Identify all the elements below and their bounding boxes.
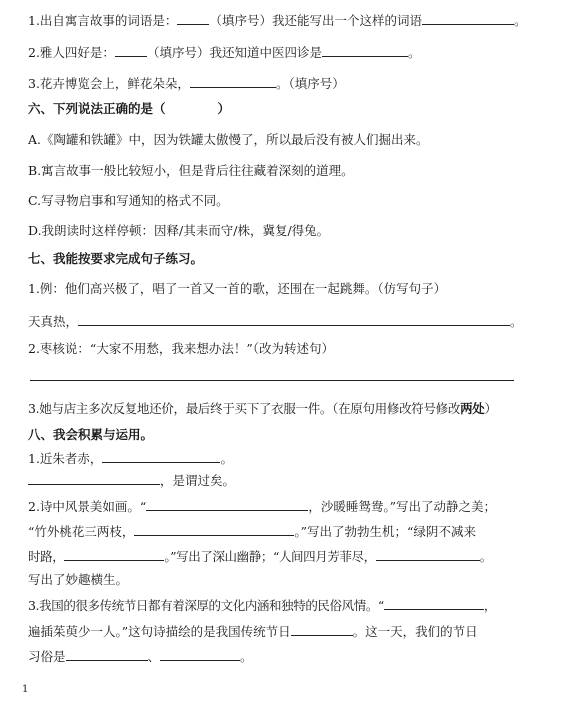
q7-item-3-emphasis: 两处 <box>460 401 485 416</box>
answer-blank[interactable] <box>291 621 353 636</box>
answer-blank[interactable] <box>28 470 160 485</box>
q5-item-1-text-b: （填序号）我还能写出一个这样的词语 <box>209 13 422 28</box>
q8-item-1-text-c: ，是谓过矣。 <box>160 473 236 488</box>
q5-item-1-text-c: 。 <box>513 13 527 28</box>
q8-item-2-text-b: ，沙暖睡鸳鸯。”写出了动静之美； <box>308 499 496 514</box>
q8-item-1-text-a: 1.近朱者赤， <box>28 451 103 466</box>
q8-item-3-line-1 <box>28 595 496 615</box>
answer-blank[interactable] <box>376 546 480 561</box>
q5-item-2-text-b: （填序号）我还知道中医四诊是 <box>146 45 322 60</box>
q7-item-1-lead: 天真热， <box>28 314 79 329</box>
q8-title: 八、我会积累与运用。 <box>28 427 154 442</box>
q7-item-3-end: ） <box>484 401 497 416</box>
q8-item-3-text-f: 、 <box>147 649 161 664</box>
q8-item-2-text-f: 。”写出了深山幽静；“人间四月芳菲尽， <box>164 549 376 564</box>
q8-item-2-text-d: 。”写出了勃勃生机；“绿阴不减来 <box>294 524 476 539</box>
q8-item-3-text-b: ， <box>483 598 497 613</box>
answer-blank[interactable] <box>134 521 294 536</box>
q8-item-3-text-a: 3.我国的很多传统节日都有着深厚的文化内涵和独特的民俗风情。“ <box>28 598 384 613</box>
q5-item-2 <box>28 42 420 62</box>
q7-item-3-text: 3.她与店主多次反复地还价，最后终于买下了衣服一件。（在原句用修改符号修改 <box>28 401 461 416</box>
q8-item-3-line-2 <box>28 621 478 641</box>
q8-item-3-text-d: 。这一天，我们的节日 <box>352 624 478 639</box>
q8-item-1-text-b: 。 <box>220 451 233 466</box>
q8-item-2-line-3 <box>28 546 492 566</box>
q8-item-3-text-g: 。 <box>240 649 253 664</box>
answer-blank[interactable] <box>64 546 164 561</box>
q6-option-c: C.写寻物启事和写通知的格式不同。 <box>28 193 229 208</box>
q8-item-2-line-1 <box>28 496 496 516</box>
answer-blank[interactable] <box>177 10 209 25</box>
q5-item-3-text-a: 3.花卉博览会上，鲜花朵朵， <box>28 76 190 91</box>
answer-blank[interactable] <box>66 646 148 661</box>
q8-item-2-text-e: 时路， <box>28 549 65 564</box>
q7-item-2-prompt: 2.枣核说：“大家不用愁，我来想办法！”（改为转述句） <box>28 341 334 356</box>
q6-option-a: A.《陶罐和铁罐》中，因为铁罐太傲慢了，所以最后没有被人们掘出来。 <box>28 132 429 147</box>
q6-option-d: D.我朗读时这样停顿：因释/其耒而守/株，冀复/得兔。 <box>28 223 330 238</box>
answer-blank[interactable] <box>422 10 514 25</box>
q6-title-end: ） <box>217 101 231 116</box>
q8-item-2-text-a: 2.诗中风景美如画。“ <box>28 499 147 514</box>
answer-blank[interactable] <box>322 42 408 57</box>
q7-item-2-answer-line[interactable] <box>30 380 514 381</box>
answer-blank[interactable] <box>115 42 147 57</box>
page-number: 1 <box>22 684 29 695</box>
answer-blank[interactable] <box>102 448 220 463</box>
q8-item-2-text-c: “竹外桃花三两枝， <box>28 524 135 539</box>
q8-item-3-text-c: 遍插茱萸少一人。”这句诗描绘的是我国传统节日 <box>28 624 291 639</box>
q5-item-1 <box>28 10 526 30</box>
q8-item-1-line-2 <box>28 470 235 490</box>
q8-item-3-text-e: 习俗是 <box>28 649 66 664</box>
answer-blank[interactable] <box>160 646 240 661</box>
answer-blank[interactable] <box>384 595 484 610</box>
q8-item-2-line-2 <box>28 521 476 541</box>
q7-item-1-prompt: 1.例：他们高兴极了，唱了一首又一首的歌，还围在一起跳舞。（仿写句子） <box>28 281 447 296</box>
q6-title <box>28 100 230 118</box>
q5-item-3-text-b: 。（填序号） <box>275 76 345 91</box>
q7-item-1-end: 。 <box>510 314 523 329</box>
q7-title: 七、我能按要求完成句子练习。 <box>28 251 204 266</box>
answer-blank[interactable] <box>190 73 276 88</box>
q5-item-2-text-c: 。 <box>407 45 421 60</box>
q5-item-1-text-a: 1.出自寓言故事的词语是： <box>28 13 178 28</box>
q8-item-1-line-1 <box>28 448 233 468</box>
answer-blank[interactable] <box>78 311 510 326</box>
q5-item-2-text-a: 2.雅人四好是： <box>28 45 115 60</box>
q8-item-2-text-g: 。 <box>479 549 492 564</box>
q7-item-3-prompt <box>28 400 497 418</box>
q8-item-2-line-4: 写出了妙趣横生。 <box>28 572 129 587</box>
answer-blank[interactable] <box>146 496 308 511</box>
q5-item-3 <box>28 73 345 93</box>
q6-option-b: B.寓言故事一般比较短小，但是背后往往藏着深刻的道理。 <box>28 163 354 178</box>
q7-item-1-answer <box>28 311 523 331</box>
q8-item-3-line-3 <box>28 646 253 666</box>
q6-title-text: 六、下列说法正确的是（ <box>28 101 166 116</box>
